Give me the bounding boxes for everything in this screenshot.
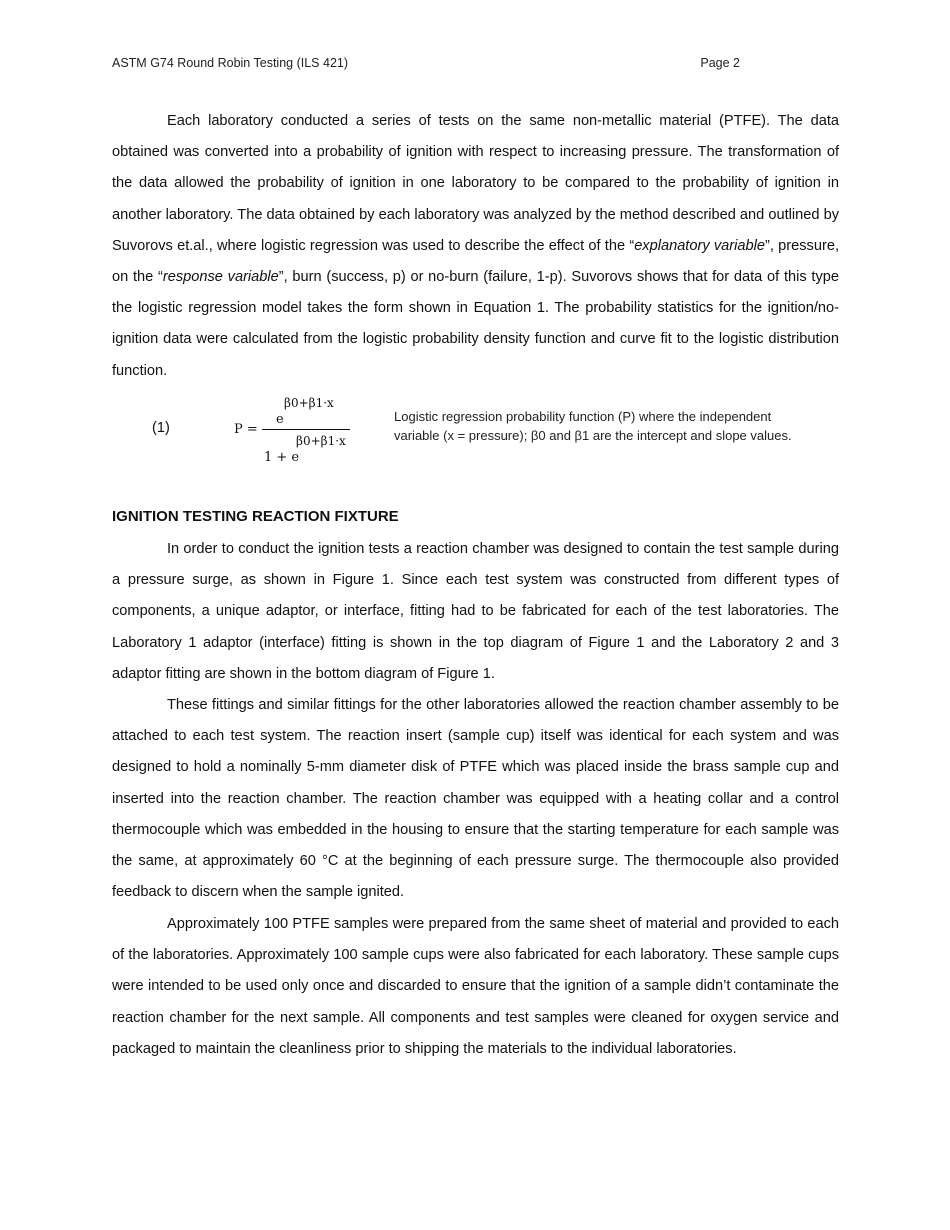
equation-formula xyxy=(234,392,364,472)
paragraph-fittings: These fittings and similar fittings for the other laboratories allowed the reaction chamber assembly to be attached to each test system. The reaction insert (sample cup) itself was identical for each system and was designed to hold a nominally 5-mm diameter disk of PTFE which was placed inside the brass sample cup and inserted into the reaction chamber. The reaction chamber was equipped with a heating collar and a control thermocouple which was embedded in the housing to ensure that the starting temperature for each sample was the same, at approximately 60 °C at the beginning of each pressure surge. The thermocouple also provided feedback to discern when the sample ignited. xyxy=(112,697,839,901)
equation-number: (1) xyxy=(152,420,170,436)
equation-lhs: P = xyxy=(234,422,258,437)
section-heading: IGNITION TESTING REACTION FIXTURE xyxy=(112,508,399,525)
equation-description: Logistic regression probability function (P) where the independent variable (x = pressure); β0 and β1 are the intercept and slope values. xyxy=(394,409,792,443)
equation-1 xyxy=(112,392,839,472)
paragraph-1-em-a: explanatory variable xyxy=(634,237,765,254)
page-header xyxy=(112,56,740,70)
paragraph-reaction-chamber: In order to conduct the ignition tests a reaction chamber was designed to contain the test sample during a pressure surge, as shown in Figure 1. Since each test system was constructed from different types of components, a unique adaptor, or interface, fitting had to be fabricated for each of the test laboratories. The Laboratory 1 adaptor (interface) fitting is shown in the top diagram of Figure 1 and the Laboratory 2 and 3 adaptor fitting are shown in the bottom diagram of Figure 1. xyxy=(112,541,839,682)
page-number: Page 2 xyxy=(700,56,740,70)
paragraph-1-em-b: response variable xyxy=(162,269,279,286)
numerator-base: e xyxy=(276,412,284,427)
document-title: ASTM G74 Round Robin Testing (ILS 421) xyxy=(112,56,349,70)
paragraph-1-text-a: Each laboratory conducted a series of tests on the same non-metallic material (PTFE). The data obtained was converted into a probability of ignition with respect to increasing pressure. The transformation of the data allowed the probability of ignition in one laboratory to be compared to the probability of ignition in another laboratory. The data obtained by each laboratory was analyzed by the method described and outlined by Suvorovs et.al., where logistic regression was used to describe the effect of the “ xyxy=(112,113,839,254)
paragraph-1-text-c: ”, burn (success, p) or no-burn (failure, 1-p). Suvorovs shows that for data of this type the logistic regression model takes the form shown in Equation 1. The probability statistics for the ignition/no-ignition data were calculated from the logistic probability density function and curve fit to the logistic distribution function. xyxy=(112,269,839,379)
paragraph-samples: Approximately 100 PTFE samples were prepared from the same sheet of material and provided to each of the laboratories. Approximately 100 sample cups were also fabricated for each laboratory. These sample cups were intended to be used only once and discarded to ensure that the ignition of a sample didn’t contaminate the reaction chamber for the next sample. All components and test samples were cleaned for oxygen service and packaged to maintain the cleanliness prior to shipping the materials to the individual laboratories. xyxy=(112,916,839,1057)
paragraph-logistic-regression xyxy=(112,106,839,387)
paragraph-1-text-b: ”, pressure, on the “ xyxy=(112,237,839,286)
numerator-exponent: β0+β1·x xyxy=(284,396,334,410)
denominator-exponent: β0+β1·x xyxy=(296,434,346,448)
denominator-base: 1 + e xyxy=(264,450,300,465)
fraction-bar xyxy=(262,429,350,430)
